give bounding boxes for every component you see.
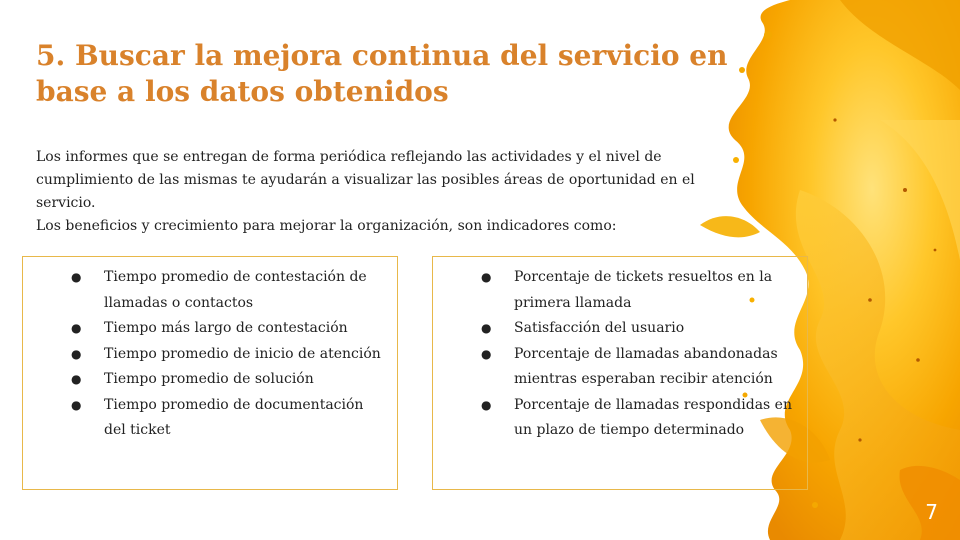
bullet-icon: ● [481, 321, 492, 335]
list-item [433, 342, 797, 393]
intro-paragraph: Los informes que se entregan de forma periódica reflejando las actividades y el nivel de cumplimiento de las mismas te ayudarán a visualizar las posibles áreas de oportunidad en el servicio. [36, 149, 695, 211]
bullet-icon: ● [71, 372, 82, 386]
indicators-list-left [23, 257, 397, 444]
list-item [433, 393, 797, 444]
indicators-list-right [433, 257, 807, 444]
list-item-text: Tiempo promedio de inicio de atención [104, 345, 381, 362]
list-item-text: Tiempo más largo de contestación [104, 320, 348, 336]
indicators-box-left [22, 256, 398, 490]
list-item-text: Porcentaje de llamadas respondidas en un plazo de tiempo determinado [514, 396, 792, 438]
list-item-text: Tiempo promedio de solución [104, 371, 314, 387]
list-item-text: Satisfacción del usuario [514, 320, 685, 336]
list-item [23, 342, 387, 368]
bullet-icon: ● [71, 346, 82, 361]
page-number: 7 [925, 500, 938, 524]
bullet-icon: ● [71, 321, 82, 335]
list-item [23, 265, 387, 316]
list-item [23, 316, 387, 342]
list-item [23, 393, 387, 444]
bullet-icon: ● [71, 270, 82, 284]
bullet-icon: ● [481, 270, 492, 284]
bullet-icon: ● [71, 397, 82, 412]
list-item-text: Tiempo promedio de documentación del ticket [104, 396, 364, 438]
intro-text [36, 146, 736, 238]
list-item-text: Tiempo promedio de contestación de llamadas o contactos [104, 269, 367, 311]
list-item [433, 316, 797, 342]
list-item-text: Porcentaje de tickets resueltos en la primera llamada [514, 269, 773, 311]
intro-paragraph: Los beneficios y crecimiento para mejorar la organización, son indicadores como: [36, 218, 617, 234]
bullet-icon: ● [481, 346, 492, 361]
bullet-icon: ● [481, 397, 492, 412]
slide-title: 5. Buscar la mejora continua del servicio en base a los datos obtenidos [36, 39, 728, 108]
list-item [23, 367, 387, 393]
indicators-box-right [432, 256, 808, 490]
list-item-text: Porcentaje de llamadas abandonadas mientras esperaban recibir atención [514, 345, 778, 387]
list-item [433, 265, 797, 316]
